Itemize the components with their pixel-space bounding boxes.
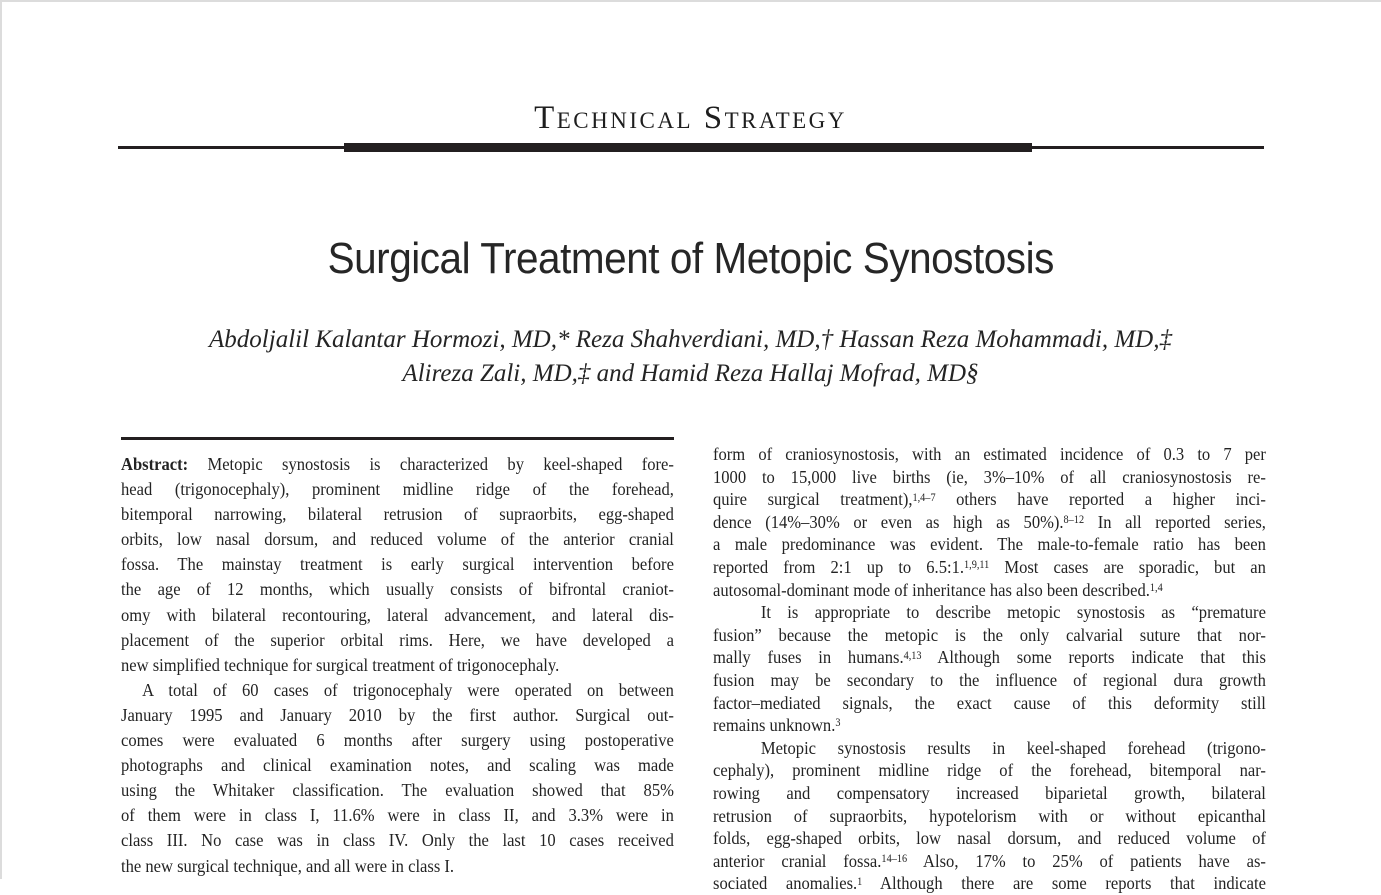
text-line: of them were in class I, 11.6% were in class II, and 3.3% were in xyxy=(121,805,674,826)
text-line: form of craniosynostosis, with an estimated incidence of 0.3 to 7 per xyxy=(713,444,1266,464)
text-line: comes were evaluated 6 months after surgery using postoperative xyxy=(121,730,674,751)
text-line: the age of 12 months, which usually consists of bifrontal craniot- xyxy=(121,579,674,600)
text-line: A total of 60 cases of trigonocephaly were operated on between xyxy=(142,679,674,700)
article-body xyxy=(121,437,1266,895)
text-line: It is appropriate to describe metopic synostosis as “premature xyxy=(760,602,1266,623)
body-paragraph xyxy=(713,443,1266,601)
text-line: class III. No case was in class IV. Only the last 10 cases received xyxy=(121,830,674,851)
text-line: Metopic synostosis results in keel-shaped forehead (trigono- xyxy=(760,737,1266,758)
text-line: autosomal-dominant mode of inheritance has also been described.$^{1,4}$ xyxy=(713,579,1163,600)
text-line: 1000 to 15,000 live births (ie, 3%–10% of all craniosynostosis re- xyxy=(713,466,1266,487)
header-rule xyxy=(118,143,1264,152)
authors-line-2: Alireza Zali, MD,‡ and Hamid Reza Hallaj Mofrad, MD§ xyxy=(402,360,979,387)
text-line: orbits, low nasal dorsum, and reduced volume of the anterior cranial xyxy=(121,529,674,550)
abstract-paragraph xyxy=(121,678,674,879)
abstract-rule xyxy=(121,437,674,440)
text-line: factor–mediated signals, the exact cause of this deformity still xyxy=(713,692,1266,713)
page-edge-top xyxy=(0,0,1381,2)
body-paragraph xyxy=(713,601,1266,737)
text-line: dence (14%–30% or even as high as 50%).$^{8-12}$ In all reported series, xyxy=(713,511,1266,532)
abstract-paragraph xyxy=(121,452,674,678)
body-paragraph xyxy=(713,737,1266,895)
text-line: head (trigonocephaly), prominent midline ridge of the forehead, xyxy=(121,479,674,500)
text-line: new simplified technique for surgical treatment of trigonocephaly. xyxy=(121,654,560,675)
page-title: Surgical Treatment of Metopic Synostosis xyxy=(327,234,1054,283)
text-line: quire surgical treatment),$^{1,4-7}$ others have reported a higher inci- xyxy=(713,489,1266,510)
text-line: anterior cranial fossa.$^{14-16}$ Also, 17% to 25% of patients have as- xyxy=(713,850,1266,871)
text-line: rowing and compensatory increased biparietal growth, bilateral xyxy=(713,782,1266,803)
text-line: remains unknown.$^3$ xyxy=(713,715,841,736)
text-line: a male predominance was evident. The male-to-female ratio has been xyxy=(713,534,1266,555)
text-line: sociated anomalies.$^1$ Although there are some reports that indicate xyxy=(713,873,1266,894)
text-line: fusion” because the metopic is the only calvarial suture that nor- xyxy=(713,624,1266,645)
text-line: reported from 2:1 up to 6.5:1.$^{1,9,11}$ Most cases are sporadic, but an xyxy=(713,556,1266,577)
text-line: fossa. The mainstay treatment is early surgical intervention before xyxy=(121,554,674,575)
text-line: cephaly), prominent midline ridge of the forehead, bitemporal nar- xyxy=(713,760,1266,781)
text-line: January 1995 and January 2010 by the first author. Surgical out- xyxy=(121,704,674,725)
left-column xyxy=(121,437,674,895)
right-column xyxy=(713,437,1266,895)
text-line: folds, egg-shaped orbits, low nasal dorsum, and reduced volume of xyxy=(713,828,1266,849)
text-line: placement of the superior orbital rims. Here, we have developed a xyxy=(121,629,674,650)
text-line: the new surgical technique, and all were in class I. xyxy=(121,855,455,876)
authors-block xyxy=(0,323,1381,391)
section-header: Technical Strategy xyxy=(534,100,847,136)
text-line: omy with bilateral recontouring, lateral advancement, and lateral dis- xyxy=(121,604,674,625)
text-line: bitemporal narrowing, bilateral retrusion of supraorbits, egg-shaped xyxy=(121,504,674,525)
authors-line-1: Abdoljalil Kalantar Hormozi, MD,* Reza Shahverdiani, MD,† Hassan Reza Mohammadi, MD,‡ xyxy=(209,326,1172,353)
text-line: Abstract: Metopic synostosis is characterized by keel-shaped fore- xyxy=(121,454,674,474)
article-title-row xyxy=(0,234,1381,284)
text-line: photographs and clinical examination notes, and scaling was made xyxy=(121,755,674,776)
header-rule-thick xyxy=(344,143,1032,152)
text-line: using the Whitaker classification. The evaluation showed that 85% xyxy=(121,780,674,801)
text-line: fusion may be secondary to the influence of regional dura growth xyxy=(713,669,1266,690)
text-line: mally fuses in humans.$^{4,13}$ Although some reports indicate that this xyxy=(713,647,1266,668)
text-line: retrusion of supraorbits, hypotelorism with or without epicanthal xyxy=(713,805,1266,826)
